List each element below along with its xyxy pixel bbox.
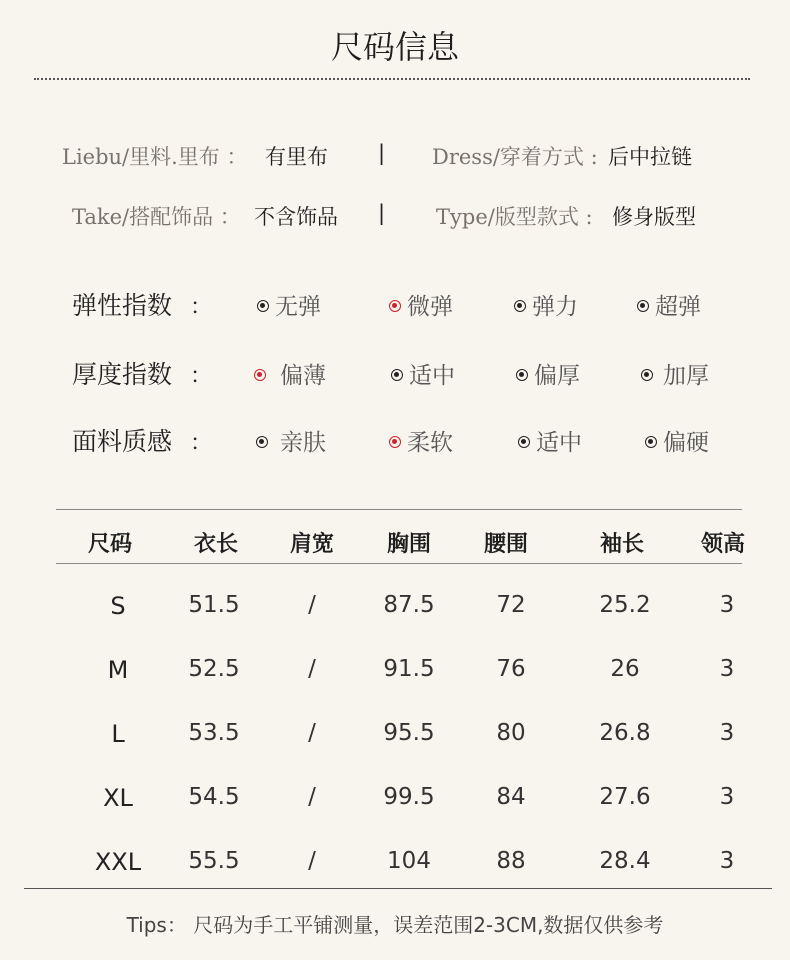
header-shoulder: 肩宽 <box>289 531 335 557</box>
take-label: Take/搭配饰品 ： <box>72 205 241 229</box>
header-sleeve: 袖长 <box>599 531 645 557</box>
option-label: 超弹 <box>655 294 701 320</box>
option-item[interactable] <box>645 424 709 457</box>
tips-note: Tips： 尺码为手工平铺测量，误差范围2-3CM,数据仅供参考 <box>126 913 664 937</box>
header-waist: 腰围 <box>483 531 529 557</box>
option-item[interactable] <box>256 424 326 457</box>
cell-length: 51.5 <box>188 592 240 618</box>
cell-sleeve: 27.6 <box>599 784 651 810</box>
cell-shoulder: / <box>308 656 316 682</box>
cell-sleeve: 25.2 <box>599 592 651 618</box>
radio-icon <box>514 300 526 312</box>
option-item[interactable] <box>516 357 580 390</box>
info-row-accessories <box>0 201 790 241</box>
table-row <box>0 784 790 818</box>
option-item[interactable] <box>257 288 321 321</box>
table-row <box>0 720 790 754</box>
radio-icon <box>257 300 269 312</box>
radio-selected-icon <box>389 436 401 448</box>
cell-length: 54.5 <box>188 784 240 810</box>
table-row <box>0 656 790 690</box>
table-bottom-divider <box>24 888 772 889</box>
radio-icon <box>637 300 649 312</box>
info-separator: | <box>378 141 386 165</box>
cell-collar: 3 <box>719 656 735 682</box>
option-label: 偏硬 <box>663 430 709 456</box>
dress-label: Dress/穿着方式 : <box>432 145 598 169</box>
cell-waist: 80 <box>496 720 526 746</box>
cell-collar: 3 <box>719 592 735 618</box>
info-row-lining <box>0 141 790 181</box>
table-header-divider <box>56 563 742 564</box>
title-divider <box>34 78 750 80</box>
cell-chest: 99.5 <box>383 784 435 810</box>
option-label: 无弹 <box>275 294 321 320</box>
option-label: 适中 <box>536 430 582 456</box>
cell-length: 53.5 <box>188 720 240 746</box>
cell-length: 55.5 <box>188 848 240 874</box>
table-row <box>0 848 790 882</box>
cell-sleeve: 26.8 <box>599 720 651 746</box>
cell-chest: 104 <box>387 848 431 874</box>
cell-size: XXL <box>94 848 142 876</box>
attr-row-thickness <box>0 355 790 395</box>
cell-collar: 3 <box>719 784 735 810</box>
cell-size: XL <box>103 784 133 812</box>
cell-collar: 3 <box>719 848 735 874</box>
radio-selected-icon <box>389 300 401 312</box>
radio-icon <box>516 369 528 381</box>
option-label: 柔软 <box>407 430 453 456</box>
option-item[interactable] <box>514 288 578 321</box>
header-chest: 胸围 <box>386 531 432 557</box>
header-length: 衣长 <box>193 531 239 557</box>
cell-chest: 91.5 <box>383 656 435 682</box>
option-item[interactable] <box>637 288 701 321</box>
take-value: 不含饰品 <box>254 205 338 229</box>
info-separator: | <box>378 201 386 225</box>
cell-collar: 3 <box>719 720 735 746</box>
attr-colon: ： <box>190 295 213 320</box>
cell-size: S <box>110 592 126 620</box>
option-item[interactable] <box>389 424 453 457</box>
cell-shoulder: / <box>308 784 316 810</box>
cell-waist: 88 <box>496 848 526 874</box>
attr-row-texture <box>0 422 790 462</box>
option-item[interactable] <box>391 357 455 390</box>
cell-size: L <box>111 720 125 748</box>
option-item[interactable] <box>641 357 709 390</box>
cell-waist: 76 <box>496 656 526 682</box>
cell-size: M <box>107 656 129 684</box>
table-row <box>0 592 790 626</box>
cell-chest: 87.5 <box>383 592 435 618</box>
dress-value: 后中拉链 <box>608 145 692 169</box>
option-label: 加厚 <box>663 363 709 389</box>
attr-label: 厚度指数 <box>72 360 173 389</box>
cell-waist: 84 <box>496 784 526 810</box>
cell-length: 52.5 <box>188 656 240 682</box>
option-label: 偏厚 <box>534 363 580 389</box>
option-item[interactable] <box>518 424 582 457</box>
option-label: 微弹 <box>407 294 453 320</box>
option-item[interactable] <box>254 357 326 390</box>
option-label: 偏薄 <box>280 363 326 389</box>
page-title: 尺码信息 <box>330 28 459 66</box>
type-value: 修身版型 <box>612 205 696 229</box>
header-size: 尺码 <box>87 531 133 557</box>
cell-shoulder: / <box>308 720 316 746</box>
option-label: 适中 <box>409 363 455 389</box>
lining-label: Liebu/里料.里布 ： <box>62 145 248 169</box>
option-label: 弹力 <box>532 294 578 320</box>
radio-icon <box>391 369 403 381</box>
cell-shoulder: / <box>308 592 316 618</box>
lining-value: 有里布 <box>265 145 328 169</box>
cell-sleeve: 28.4 <box>599 848 651 874</box>
option-label: 亲肤 <box>280 430 326 456</box>
radio-icon <box>256 436 268 448</box>
table-top-divider <box>56 509 742 510</box>
type-label: Type/版型款式 : <box>436 205 593 229</box>
radio-icon <box>645 436 657 448</box>
attr-label: 面料质感 <box>72 427 173 456</box>
option-item[interactable] <box>389 288 453 321</box>
cell-waist: 72 <box>496 592 526 618</box>
attr-row-elasticity <box>0 286 790 326</box>
radio-icon <box>641 369 653 381</box>
cell-shoulder: / <box>308 848 316 874</box>
cell-chest: 95.5 <box>383 720 435 746</box>
attr-colon: ： <box>190 364 213 389</box>
attr-label: 弹性指数 <box>72 291 173 320</box>
radio-selected-icon <box>254 369 266 381</box>
radio-icon <box>518 436 530 448</box>
header-collar: 领高 <box>700 531 746 557</box>
attr-colon: ： <box>190 431 213 456</box>
cell-sleeve: 26 <box>610 656 640 682</box>
